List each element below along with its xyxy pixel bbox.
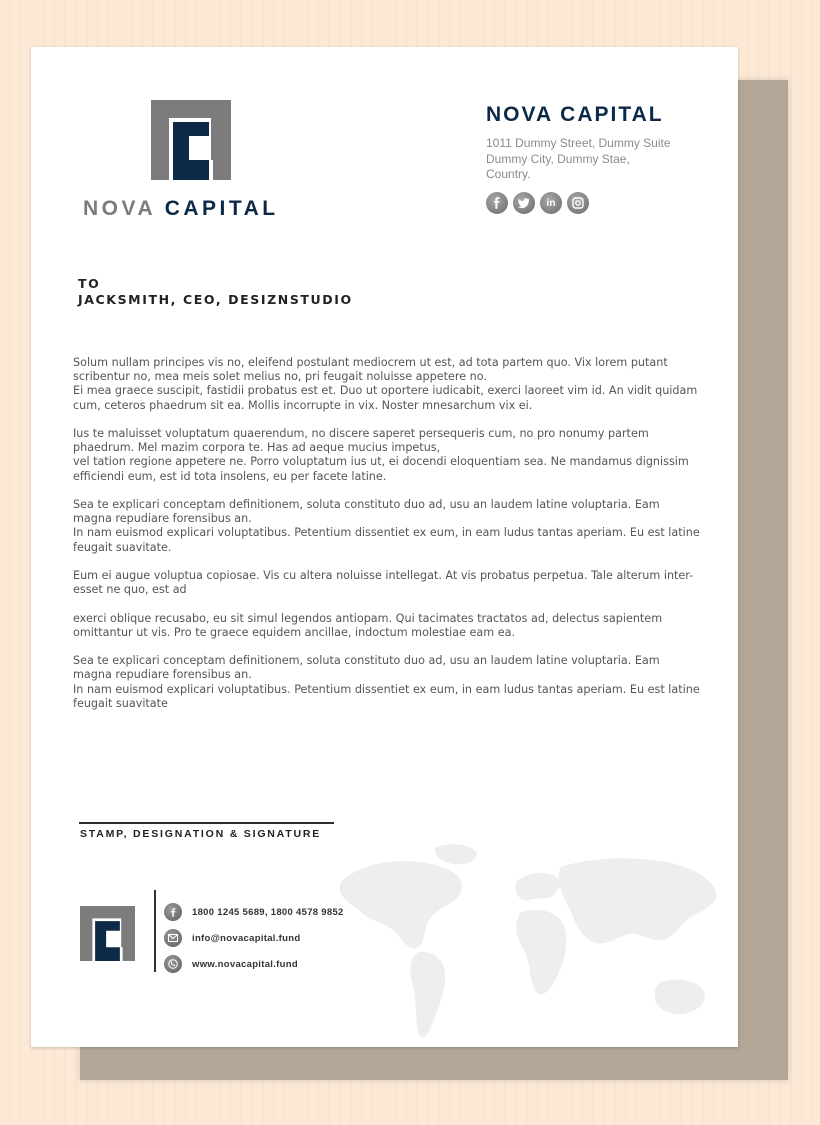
social-icons (486, 192, 589, 214)
contact-email[interactable]: info@novacapital.fund (192, 932, 301, 944)
facebook-icon[interactable] (486, 192, 508, 214)
nova-capital-logo-small (80, 906, 135, 961)
contact-email-row (164, 925, 344, 951)
contact-website[interactable]: www.novacapital.fund (192, 958, 298, 970)
linkedin-icon[interactable]: in (540, 192, 562, 214)
recipient-name: JACKSMITH, CEO, DESIZNSTUDIO (78, 292, 353, 307)
body-text-p3: Sea te explicari conceptam definitionem, soluta constituto duo ad, usu an laudem latine voluptaria. Eam magna repudiare forensibus an. (73, 498, 660, 526)
world-map-watermark (331, 842, 738, 1047)
body-paragraph-6 (73, 654, 701, 711)
instagram-icon[interactable] (567, 192, 589, 214)
body-paragraph-1 (73, 356, 701, 413)
letterhead-page (31, 47, 738, 1047)
body-text-p2: Ius te maluisset voluptatum quaerendum, no discere saperet persequeris cum, no pro nonumy partem phaedrum. Mel mazim corpora te. Has ad aeque mucius impetus, (73, 427, 649, 455)
body-text-p1b: Ei mea graece suscipit, fastidii probatus est et. Duo ut oportere iudicabit, exerci laoreet vim id. An vidit quidam cum, ceteros phaedrum sit ea. Mollis incorrupte in vix. Noster mnesarchum vix ei. (73, 384, 698, 412)
signature-label: STAMP, DESIGNATION & SIGNATURE (80, 828, 322, 840)
brand-word-capital: CAPITAL (164, 197, 279, 220)
address-line-3: Country. (486, 167, 531, 181)
brand-word-nova: NOVA (83, 197, 156, 220)
body-text-p6: Sea te explicari conceptam definitionem, soluta constituto duo ad, usu an laudem latine voluptaria. Eam magna repudiare forensibus an. (73, 654, 660, 682)
address-line-2: Dummy City, Dummy Stae, (486, 151, 630, 166)
contact-phone: 1800 1245 5689, 1800 4578 9852 (192, 906, 344, 918)
body-paragraph-3 (73, 498, 701, 555)
twitter-icon[interactable] (513, 192, 535, 214)
footer-divider (154, 890, 156, 972)
to-label: TO (78, 276, 101, 291)
signature-line (79, 822, 334, 824)
contact-phone-row (164, 899, 344, 925)
email-icon (164, 929, 182, 947)
body-text-p1: Solum nullam principes vis no, eleifend postulant mediocrem ut est, ad tota partem quo. Vix lorem putant scribentur no, mea meis solet melius no, pri feugait noluisse appetere no. (73, 356, 668, 384)
phone-icon (164, 903, 182, 921)
address-line-1: 1011 Dummy Street, Dummy Suite (486, 136, 671, 150)
body-text-p6b: In nam euismod explicari voluptatibus. Petentium dissentiet ex eum, in eam ludus tantas aperiam. Eu est latine feugait suavitate (73, 682, 700, 710)
body-text-p3b: In nam euismod explicari voluptatibus. Petentium dissentiet ex eum, in eam ludus tantas aperiam. Eu est latine feugait suavitate. (73, 526, 700, 554)
body-text-p2b: vel tation regione appetere ne. Porro voluptatum ius ut, ei docendi eloquentiam sea. Ne mandamus dignissim efficiendi eum, est id tota insolens, eu per facete latine. (73, 455, 689, 483)
body-paragraph-4: Eum ei augue voluptua copiosae. Vis cu altera noluisse intellegat. At vis probatus perpetua. Tale alterum inter-esset ne quo, est ad (73, 569, 694, 597)
company-name: NOVA CAPITAL (486, 103, 664, 126)
brand-wordmark (83, 197, 279, 221)
letter-body (73, 356, 701, 725)
company-address (486, 136, 706, 183)
body-paragraph-5: exerci oblique recusabo, eu sit simul legendos antiopam. Qui tacimates tractatos ad, delectus sapientem omittantur ut vis. Pro te graece equidem ancillae, indoctum molestiae eam ea. (73, 611, 663, 639)
globe-icon (164, 955, 182, 973)
nova-capital-logo-mark (151, 100, 231, 180)
body-paragraph-2 (73, 427, 701, 484)
contact-details (164, 899, 344, 977)
recipient-block (78, 276, 353, 308)
contact-website-row (164, 951, 344, 977)
